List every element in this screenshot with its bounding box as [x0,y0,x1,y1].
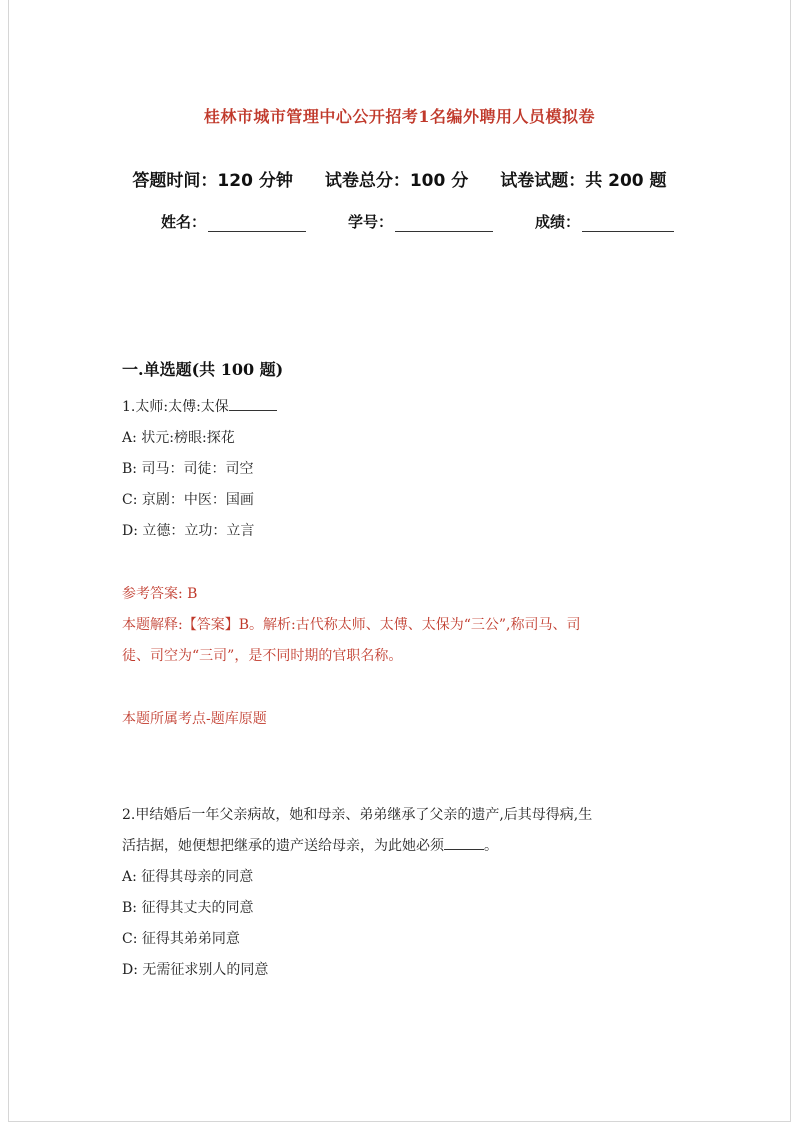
score-field [535,211,674,232]
student-fields-row [161,211,674,232]
id-blank[interactable] [395,215,493,232]
question-2-stem-line-2 [122,831,692,862]
exam-time: 答题时间：120 分钟 [132,171,293,191]
question-1-answer: 参考答案: B [122,586,198,602]
question-2-option-a[interactable]: A: 征得其母亲的同意 [122,869,254,885]
question-1-explanation-line-2: 徒、司空为“三司”，是不同时期的官职名称。 [122,648,403,664]
score-blank[interactable] [582,215,674,232]
question-1-option-a[interactable]: A: 状元:榜眼:探花 [122,430,235,446]
question-1 [122,392,692,547]
exam-question-count: 试卷试题：共 200 题 [500,171,667,191]
question-2-stem-text: 活拮据，她便想把继承的遗产送给母亲，为此她必须 [122,838,444,854]
name-blank[interactable] [208,215,306,232]
question-1-option-c[interactable]: C: 京剧：中医：国画 [122,492,254,508]
score-label: 成绩： [535,213,581,231]
exam-title: 桂林市城市管理中心公开招考1名编外聘用人员模拟卷 [203,107,596,126]
section-title: 一.单选题(共 100 题) [122,360,284,379]
question-1-stem-text: 1.太师:太傅:太保 [122,399,229,415]
question-2-option-b[interactable]: B: 征得其丈夫的同意 [122,900,254,916]
question-1-source: 本题所属考点-题库原题 [122,711,267,727]
question-2-stem-line-1: 2.甲结婚后一年父亲病故，她和母亲、弟弟继承了父亲的遗产,后其母得病,生 [122,807,593,823]
id-field [348,211,493,232]
answer-blank [229,396,277,411]
id-label: 学号： [348,213,394,231]
exam-total-score: 试卷总分：100 分 [324,171,469,191]
question-2-option-d[interactable]: D: 无需征求别人的同意 [122,962,269,978]
question-1-answer-block [122,579,692,672]
question-2 [122,800,692,986]
question-1-stem [122,392,692,423]
question-1-option-d[interactable]: D: 立德：立功：立言 [122,523,255,539]
exam-page [8,0,791,1122]
exam-info-row [9,166,790,191]
question-2-stem-tail: 。 [484,838,498,854]
question-2-option-c[interactable]: C: 征得其弟弟同意 [122,931,240,947]
name-label: 姓名： [161,213,207,231]
question-1-explanation-line-1: 本题解释:【答案】B。解析:古代称太师、太傅、太保为“三公”,称司马、司 [122,617,581,633]
name-field [161,211,306,232]
answer-blank [444,835,484,850]
question-1-option-b[interactable]: B: 司马：司徒：司空 [122,461,254,477]
